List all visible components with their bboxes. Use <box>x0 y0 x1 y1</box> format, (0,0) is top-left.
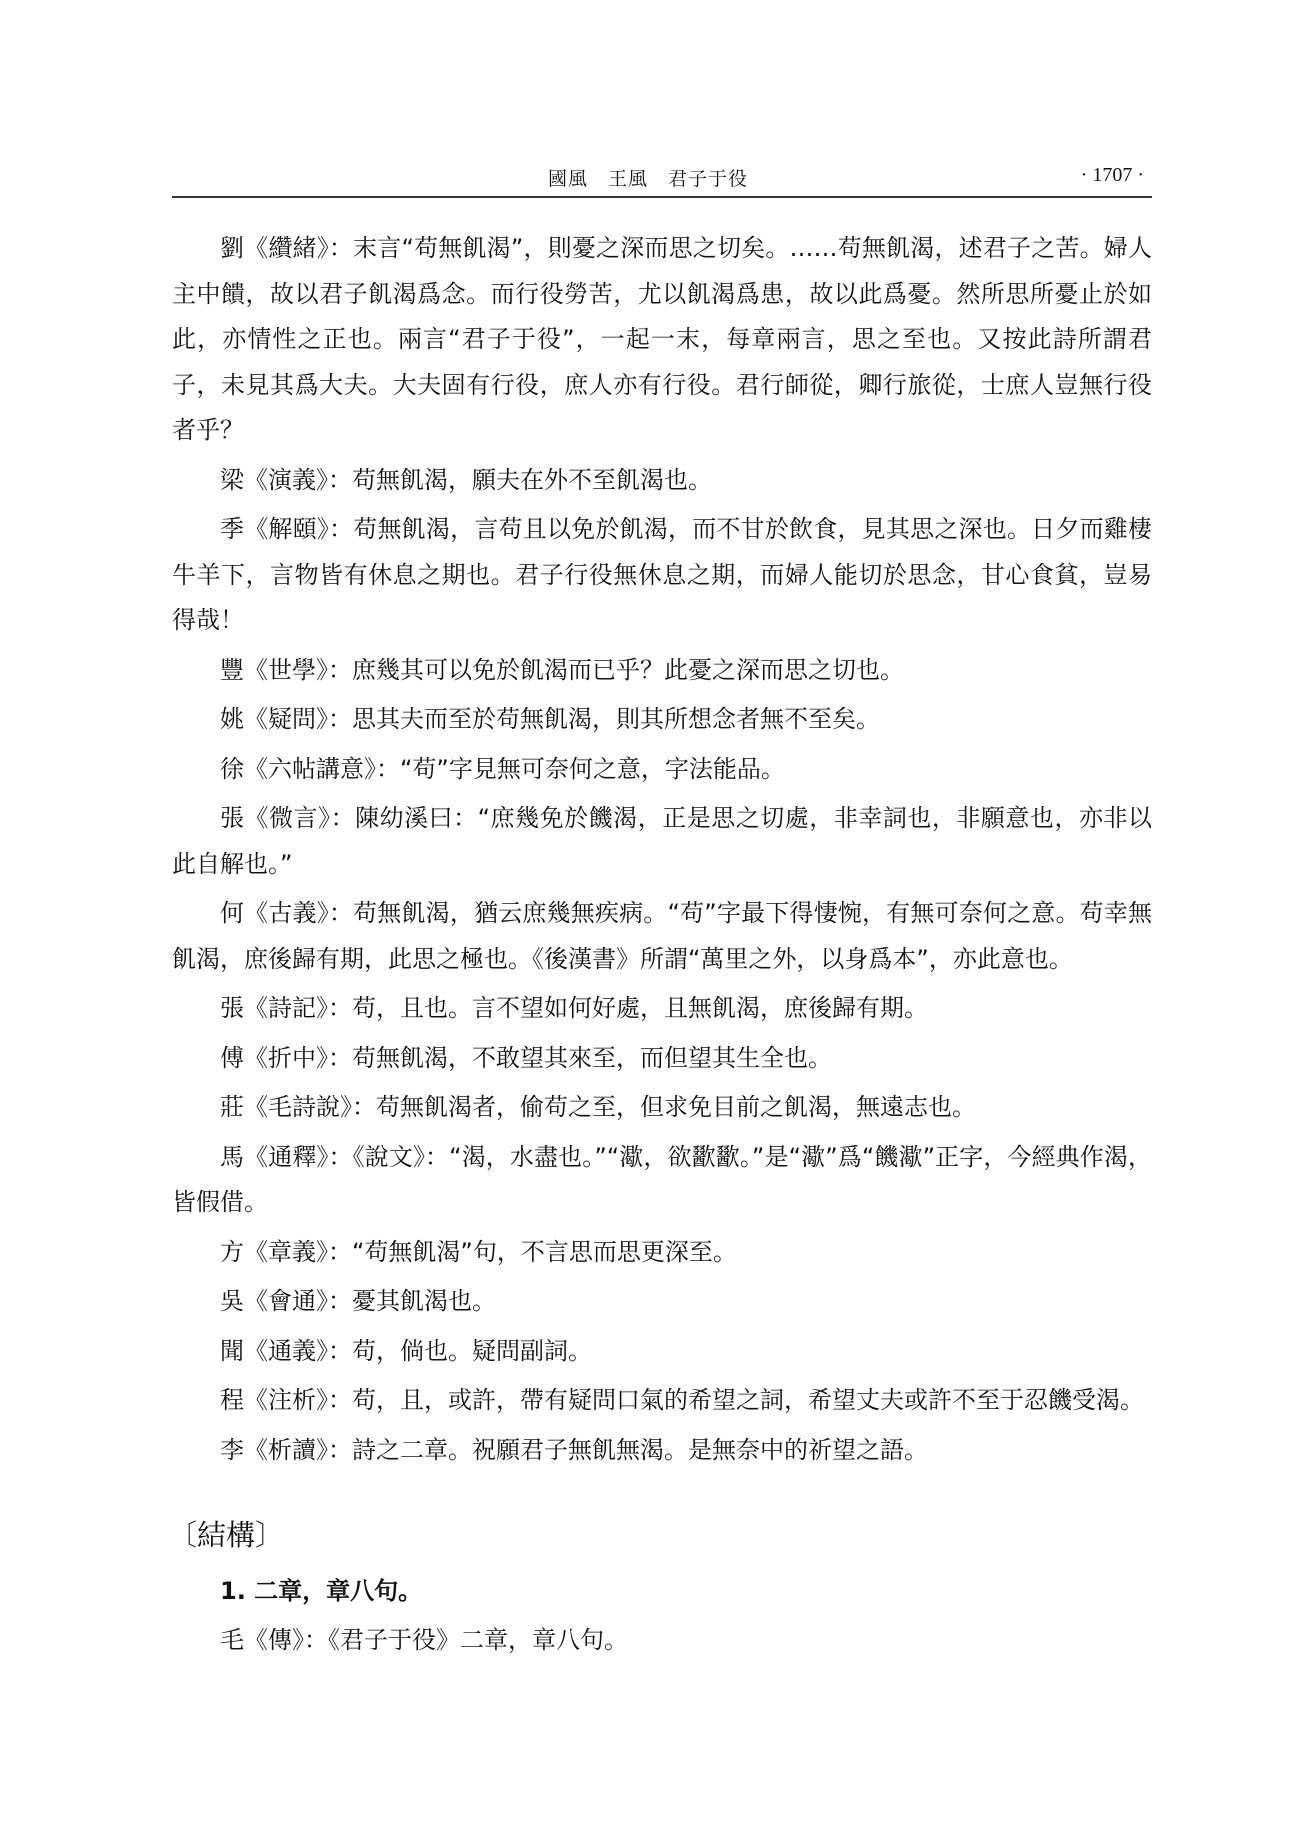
commentary-paragraph: 馬《通釋》：《說文》：“渴，水盡也。”“㵣，欲歠歠。”是“㵣”爲“饑㵣”正字，今經典作渴，皆假借。 <box>172 1142 1152 1216</box>
section-paragraph: 毛《傳》：《君子于役》二章，章八句。 <box>220 1626 628 1654</box>
header-rule <box>172 196 1152 198</box>
commentary-paragraph: 季《解頤》：苟無飢渴，言苟且以免於飢渴，而不甘於飲食，見其思之深也。日夕而雞棲牛羊下，言物皆有休息之期也。君子行役無休息之期，而婦人能切於思念，甘心食貧，豈易得哉！ <box>172 515 1152 634</box>
running-title: 國風 王風 君子于役 <box>548 168 749 190</box>
section-heading: 〔結構〕 <box>168 1518 285 1552</box>
commentary-paragraph: 傅《折中》：苟無飢渴，不敢望其來至，而但望其生全也。 <box>220 1043 832 1072</box>
commentary-paragraph: 李《析讀》：詩之二章。祝願君子無飢無渴。是無奈中的祈望之語。 <box>220 1435 928 1464</box>
section-subheading: 1. 二章，章八句。 <box>220 1577 423 1605</box>
commentary-paragraph: 何《古義》：苟無飢渴，猶云庶幾無疾病。“苟”字最下得悽惋，有無可奈何之意。苟幸無飢渴，庶後歸有期，此思之極也。《後漢書》所謂“萬里之外，以身爲本”，亦此意也。 <box>172 899 1152 973</box>
commentary-paragraph: 方《章義》：“苟無飢渴”句，不言思而思更深至。 <box>220 1237 737 1266</box>
commentary-paragraph: 張《詩記》：苟，且也。言不望如何好處，且無飢渴，庶後歸有期。 <box>220 994 928 1022</box>
page-header <box>172 160 1152 200</box>
commentary-paragraph: 吳《會通》：憂其飢渴也。 <box>220 1287 496 1315</box>
commentary-paragraph: 莊《毛詩說》：苟無飢渴者，偷苟之至，但求免目前之飢渴，無遠志也。 <box>220 1093 976 1121</box>
commentary-paragraph: 徐《六帖講意》：“苟”字見無可奈何之意，字法能品。 <box>220 754 785 783</box>
page-body <box>168 226 1152 1668</box>
page-number: · 1707 · <box>1080 164 1144 186</box>
commentary-paragraph: 豐《世學》：庶幾其可以免於飢渴而已乎？此憂之深而思之切也。 <box>220 655 904 684</box>
commentary-paragraph: 張《微言》：陳幼溪曰：“庶幾免於饑渴，正是思之切處，非幸詞也，非願意也，亦非以此自解也。” <box>172 804 1152 878</box>
commentary-paragraph: 姚《疑問》：思其夫而至於苟無飢渴，則其所想念者無不至矣。 <box>220 705 880 733</box>
commentary-paragraph: 程《注析》：苟，且，或許，帶有疑問口氣的希望之詞，希望丈夫或許不至于忍饑受渴。 <box>220 1386 1144 1414</box>
commentary-paragraph: 梁《演義》：苟無飢渴，願夫在外不至飢渴也。 <box>220 465 712 494</box>
commentary-paragraph: 聞《通義》：苟，倘也。疑問副詞。 <box>220 1336 592 1365</box>
commentary-paragraph: 劉《纘緒》：末言“苟無飢渴”，則憂之深而思之切矣。……苟無飢渴，述君子之苦。婦人主中饋，故以君子飢渴爲念。而行役勞苦，尤以飢渴爲患，故以此爲憂。然所思所憂止於如此，亦情性之正也。兩言“君子于役”，一起一末，每章兩言，思之至也。又按此詩所謂君子，未見其爲大夫。大夫固有行役，庶人亦有行役。君行師從，卿行旅從，士庶人豈無行役者乎？ <box>172 234 1152 444</box>
